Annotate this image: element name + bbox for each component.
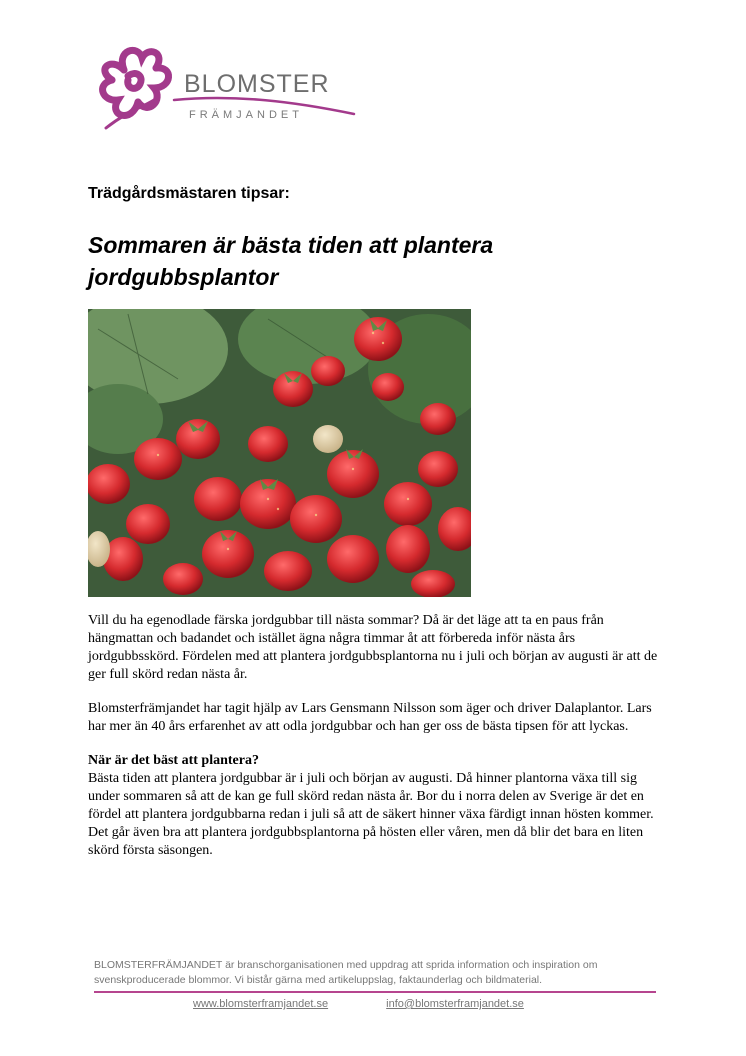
footer-divider: [94, 991, 656, 993]
footer-links: [193, 998, 524, 1010]
paragraph-expert: Blomsterfrämjandet har tagit hjälp av Lars Gensmann Nilsson som äger och driver Dalaplantor. Lars har mer än 40 års erfarenhet av att odla jordgubbar och han ger oss de bästa tipsen för att lyckas.: [88, 701, 652, 734]
section-paragraph: Bästa tiden att plantera jordgubbar är i juli och början av augusti. Då hinner plantorna växa till sig under sommaren så att de kan ge full skörd redan nästa år. Bor du i norra delen av Sverige är det en fördel att plantera jordgubbarna redan i juli så att de säkert hinner växa färdigt innan hösten kommer.: [88, 771, 654, 822]
article-kicker: Trädgårdsmästaren tipsar:: [88, 185, 290, 202]
blomsterframjandet-logo: [86, 40, 366, 140]
logo-subtitle: FRÄMJANDET: [189, 109, 303, 121]
website-link[interactable]: www.blomsterframjandet.se: [193, 998, 329, 1010]
logo-wordmark: BLOMSTER: [184, 70, 330, 98]
section-paragraph-2: Det går även bra att plantera jordgubbsplantorna på hösten eller våren, men då blir det bara en liten skörd första säsongen.: [88, 825, 644, 858]
section-heading: När är det bäst att plantera?: [88, 753, 259, 768]
article-headline: Sommaren är bästa tiden att plantera jordgubbsplantor: [88, 232, 494, 290]
email-link[interactable]: info@blomsterframjandet.se: [386, 998, 524, 1010]
strawberries-photo: [88, 309, 471, 597]
paragraph-intro: Vill du ha egenodlade färska jordgubbar till nästa sommar? Då är det läge att ta en paus från hängmattan och badandet och istället ägna några timmar åt att förbereda inför nästa års jordgubbsskörd. Fördelen med att plantera jordgubbsplantorna nu i juli och början av augusti är att de ger full skörd redan nästa år.: [88, 613, 658, 682]
footer-description: BLOMSTERFRÄMJANDET är branschorganisationen med uppdrag att sprida information och inspiration om svenskproducerade blommor. Vi bistår gärna med artikeluppslag, faktaunderlag och bildmaterial.: [94, 959, 598, 986]
article-body: [88, 612, 663, 860]
